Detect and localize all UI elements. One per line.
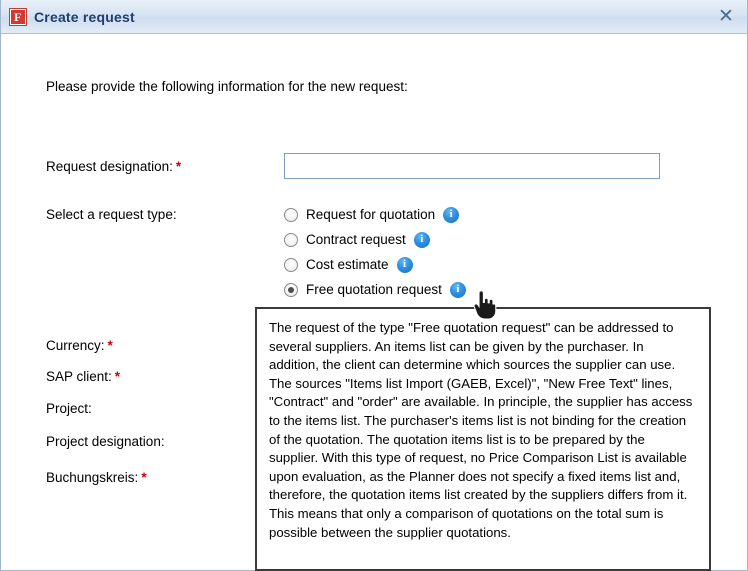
- required-marker: *: [107, 338, 113, 353]
- radio-contract-request[interactable]: [284, 233, 298, 247]
- intro-text: Please provide the following information for the new request:: [46, 79, 408, 94]
- radio-label-request-for-quotation: Request for quotation: [306, 207, 436, 222]
- project-designation-label: [46, 434, 168, 449]
- currency-label: [46, 338, 113, 353]
- currency-label-text: Currency:: [46, 338, 105, 353]
- request-designation-label: [46, 159, 181, 174]
- info-icon-contract-request[interactable]: i: [414, 232, 430, 248]
- project-label-text: Project:: [46, 401, 92, 416]
- sap-client-label: [46, 369, 120, 384]
- project-label: [46, 401, 95, 416]
- application-icon: F: [9, 8, 27, 26]
- radio-row-contract-request[interactable]: [284, 227, 466, 252]
- radio-label-contract-request: Contract request: [306, 232, 406, 247]
- info-icon-cost-estimate[interactable]: i: [397, 257, 413, 273]
- buchungskreis-label: [46, 470, 147, 485]
- request-type-label: Select a request type:: [46, 207, 177, 222]
- dialog-content: [1, 34, 747, 570]
- sap-client-label-text: SAP client:: [46, 369, 112, 384]
- page-title: Create request: [34, 8, 135, 25]
- required-marker: *: [114, 369, 121, 384]
- radio-label-free-quotation-request: Free quotation request: [306, 282, 442, 297]
- radio-free-quotation-request[interactable]: [284, 283, 298, 297]
- info-icon-request-for-quotation[interactable]: i: [443, 207, 459, 223]
- required-marker: *: [175, 159, 182, 174]
- request-designation-label-text: Request designation:: [46, 159, 173, 174]
- buchungskreis-label-text: Buchungskreis:: [46, 470, 139, 485]
- required-marker: *: [141, 470, 147, 485]
- close-icon[interactable]: ✕: [718, 5, 734, 27]
- info-icon-free-quotation-request[interactable]: i: [450, 282, 466, 298]
- request-designation-input[interactable]: [284, 153, 660, 179]
- radio-request-for-quotation[interactable]: [284, 208, 298, 222]
- radio-cost-estimate[interactable]: [284, 258, 298, 272]
- project-designation-label-text: Project designation:: [46, 434, 165, 449]
- radio-row-cost-estimate[interactable]: [284, 252, 466, 277]
- radio-label-cost-estimate: Cost estimate: [306, 257, 389, 272]
- radio-row-free-quotation-request[interactable]: [284, 277, 466, 302]
- title-bar: [1, 0, 747, 34]
- info-tooltip: The request of the type "Free quotation request" can be addressed to several suppliers. An items list can be given by the purchaser. In addition, the client can determine which sources the supplier can use. The sources "Items list Import (GAEB, Excel)", "New Free Text" lines, "Contract" and "order" are available. In principle, the supplier has access to the items list. The purchaser's items list is not binding for the creation of the quotation. The quotation items list is to be prepared by the supplier. With this type of request, no Price Comparison List is available upon evaluation, as the Planner does not specify a fixed items list and, therefore, the quotation items list created by the suppliers differs from it. This means that only a comparison of quotations on the total sum is possible between the supplier quotations.: [255, 307, 711, 571]
- radio-row-request-for-quotation[interactable]: [284, 202, 466, 227]
- request-type-radio-group: [284, 202, 466, 302]
